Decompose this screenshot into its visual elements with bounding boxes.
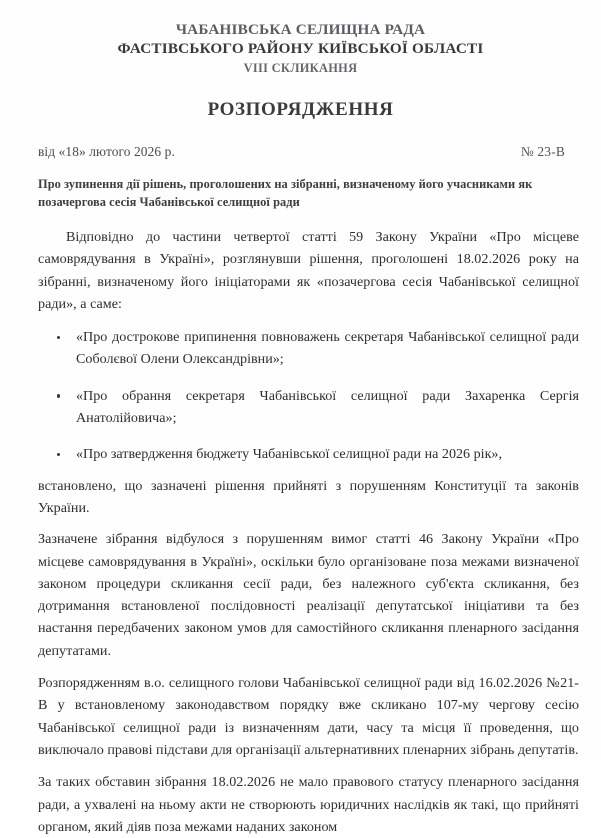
paragraph-conclusion: За таких обставин зібрання 18.02.2026 не мало правового статусу пленарного засідання ради, а ухвалені на ньому акти не створюють юридичних наслідків як такі, що прийняті органом, який діяв поза межами наданих законом (38, 774, 579, 835)
paragraph-finding: встановлено, що зазначені рішення прийняті з порушенням Конституції та законів України. (38, 477, 579, 516)
bullet-dot-icon (57, 336, 60, 339)
bullet-dot-icon (57, 453, 60, 456)
paragraph-violation: Зазначене зібрання відбулося з порушенням вимог статті 46 Закону України «Про місцеве самоврядування в Україні», оскільки було організоване поза межами визначеної законом процедури скликання сесії ради, без належного суб'єкта скликання, без дотримання встановленої послідовності реалізації депутатської ініціативи та без настання передбачених законом умов для самостійного скликання пленарного засідання депутатами. (38, 531, 579, 659)
bullet-dot-icon (57, 394, 60, 397)
list-item-text: «Про затвердження бюджету Чабанівської селищної ради на 2026 рік», (76, 446, 502, 463)
list-item-text: «Про дострокове припинення повноважень секретаря Чабанівської селищної ради Соболєвої Олени Олександрівни»; (76, 329, 579, 368)
document-number: № 23-В (520, 144, 565, 159)
document-date: від «18» лютого 2026 р. (38, 144, 175, 159)
letterhead-line-district: ФАСТІВСЬКОГО РАЙОНУ КИЇВСЬКОЇ ОБЛАСТІ (117, 40, 484, 57)
paragraph-preamble: Відповідно до частини четвертої статті 59 Закону України «Про місцеве самоврядування в Україні», розглянувши рішення, проголошені 18.02.2026 року на зібранні, визначеному його ініціаторами як «позачергова сесія Чабанівської селищної ради», а саме: (38, 229, 579, 312)
letterhead-line-convocation: VIII СКЛИКАННЯ (243, 61, 358, 75)
document-type-heading: РОЗПОРЯДЖЕННЯ (207, 99, 394, 120)
paragraph-prior-order: Розпорядженням в.о. селищного голови Чабанівської селищної ради від 16.02.2026 №21-В у встановленому законодавством порядку вже скликано 107-му чергову сесію Чабанівської селищної ради із визначенням дати, часу та місця її проведення, що виключало правові підстави для організації альтернативних пленарних зібрань депутатів. (38, 675, 579, 758)
letterhead-line-council: ЧАБАНІВСЬКА СЕЛИЩНА РАДА (175, 21, 426, 38)
document-body (0, 226, 601, 838)
document-subject: Про зупинення дії рішень, проголошених на зібранні, визначеному його учасниками як позачергова сесія Чабанівської селищної ради (38, 177, 533, 209)
list-item-text: «Про обрання секретаря Чабанівської селищної ради Захаренка Сергія Анатолійовича»; (76, 387, 579, 427)
document-meta-row (0, 144, 601, 160)
list-item (38, 385, 579, 430)
list-item (38, 326, 579, 371)
list-item (38, 443, 579, 465)
letterhead (0, 0, 601, 77)
decision-list (38, 326, 579, 465)
